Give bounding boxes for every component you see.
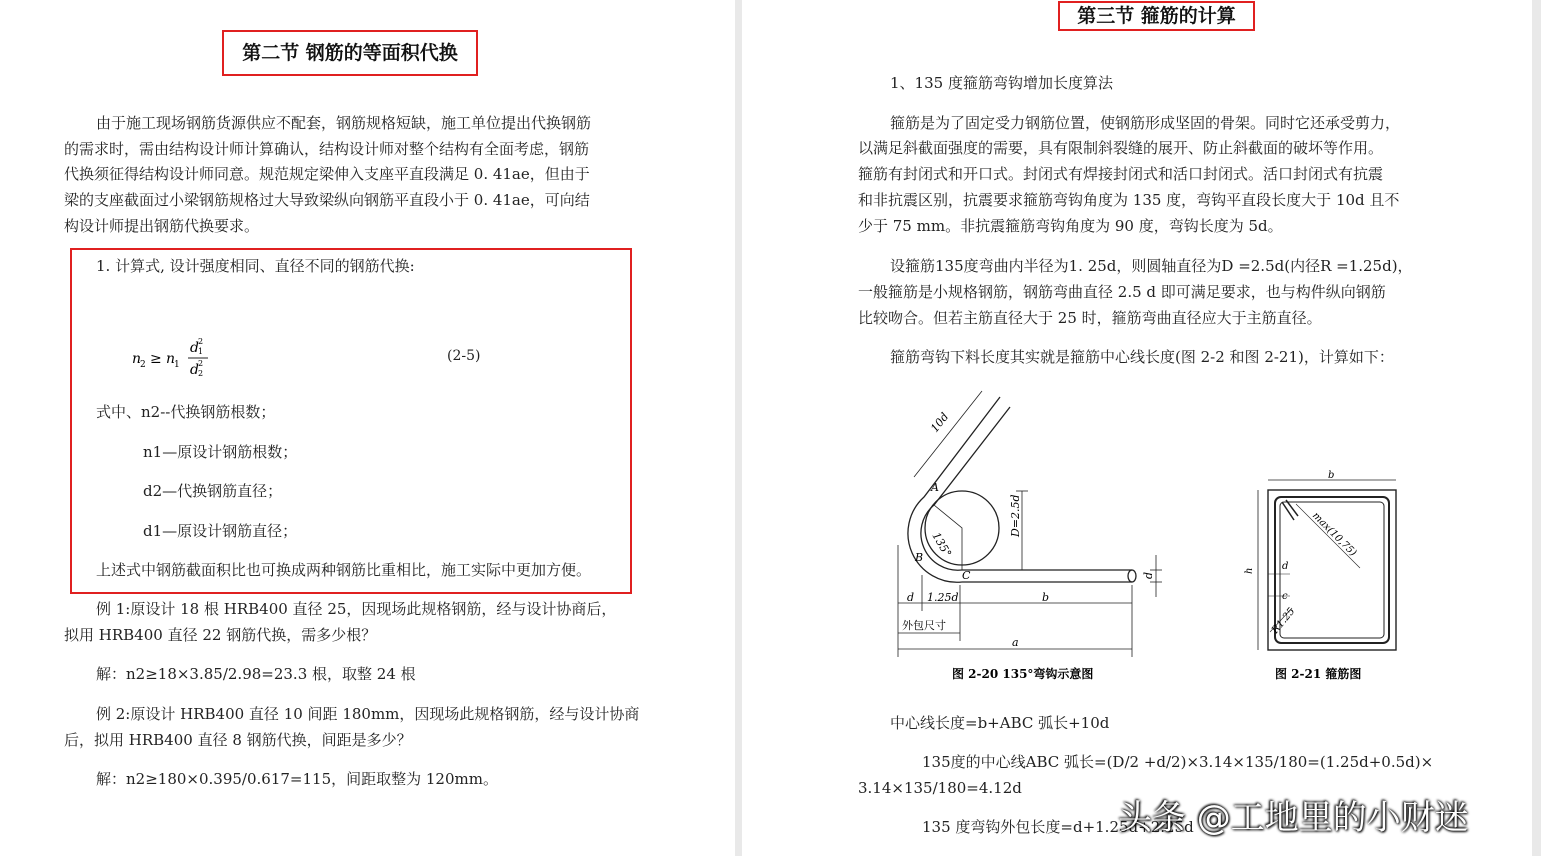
- label-b-point: B: [915, 551, 924, 564]
- svg-text:n: n: [166, 351, 176, 367]
- svg-text:d: d: [190, 362, 199, 378]
- formula2-line: 3.14×135/180=4.12d: [858, 779, 1022, 797]
- formula-equation: [128, 330, 218, 386]
- para2-line: 设箍筋135度弯曲内半径为1. 25d，则圆轴直径为D =2.5d(内径R =1.25d)，: [890, 257, 1413, 275]
- label-a-point: A: [931, 481, 939, 494]
- label-c-cover: c: [1282, 591, 1288, 602]
- example1-line: 拟用 HRB400 直径 22 钢筋代换，需多少根？: [64, 626, 377, 644]
- svg-text:d: d: [190, 340, 199, 356]
- svg-text:2: 2: [198, 369, 204, 378]
- label-h-height: h: [1244, 567, 1255, 574]
- label-d-bottom: d: [907, 591, 915, 604]
- solution1: 解：n2≥18×3.85/2.98=23.3 根，取整 24 根: [96, 665, 416, 683]
- formula2-line: 135度的中心线ABC 弧长=(D/2 +d/2)×3.14×135/180=(1.25d+0.5d)×: [922, 753, 1434, 771]
- formula3: 135 度弯钩外包长度=d+1.25d+2.25d: [922, 818, 1194, 836]
- fig2-caption: 图 2-21 箍筋图: [1275, 667, 1362, 681]
- para2-line: 比较吻合。但若主筋直径大于 25 时，箍筋弯曲直径应大于主筋直径。: [858, 309, 1322, 327]
- svg-text:2: 2: [140, 360, 146, 370]
- label-a-length: a: [1012, 636, 1019, 649]
- label-radius: 1.25d: [927, 591, 959, 604]
- label-outer-size: 外包尺寸: [902, 619, 946, 632]
- label-radius-r: R1.25: [1269, 606, 1298, 636]
- label-d-thick: d: [1282, 561, 1289, 572]
- svg-text:1: 1: [198, 347, 204, 356]
- para1-line: 箍筋是为了固定受力钢筋位置，使钢筋形成坚固的骨架。同时它还承受剪力，: [890, 114, 1401, 132]
- para1-line: 箍筋有封闭式和开口式。封闭式有焊接封闭式和活口封闭式。活口封闭式有抗震: [858, 165, 1384, 183]
- solution2: 解：n2≥180×0.395/0.617=115，间距取整为 120mm。: [96, 770, 498, 788]
- right-page: [742, 0, 1532, 856]
- legend-line: 式中、n2--代换钢筋根数；: [96, 403, 276, 421]
- label-b-length: b: [1042, 591, 1050, 604]
- box-note: 上述式中钢筋截面积比也可换成两种钢筋比重相比，施工实际中更加方便。: [96, 561, 592, 579]
- label-10d: 10d: [928, 410, 952, 435]
- para1-line: 以满足斜截面强度的需要，具有限制斜裂缝的展开、防止斜截面的破坏等作用。: [858, 139, 1384, 157]
- right-heading: 第三节 箍筋的计算: [1058, 1, 1255, 31]
- label-max: max(10,75): [1309, 510, 1359, 559]
- para3: 箍筋弯钩下料长度其实就是箍筋中心线长度(图 2-2 和图 2-21)，计算如下：: [890, 348, 1394, 366]
- para1-line: 和非抗震区别，抗震要求箍筋弯钩角度为 135 度，弯钩平直段长度大于 10d 且不: [858, 191, 1400, 209]
- intro-line: 构设计师提出钢筋代换要求。: [64, 217, 260, 235]
- svg-text:2: 2: [198, 359, 204, 368]
- left-heading: 第二节 钢筋的等面积代换: [222, 30, 478, 76]
- legend-line: n1—原设计钢筋根数；: [143, 443, 298, 461]
- watermark: 头条 @工地里的小财迷: [1118, 798, 1469, 838]
- svg-text:≥: ≥: [150, 351, 162, 367]
- legend-line: d1—原设计钢筋直径；: [143, 522, 298, 540]
- stirrup-diagram: [1242, 462, 1412, 688]
- hook-diagram: [882, 385, 1182, 685]
- intro-line: 代换须征得结构设计师同意。规范规定梁伸入支座平直段满足 0. 41ae，但由于: [64, 165, 590, 183]
- left-page: [0, 0, 735, 856]
- label-d-dia: D=2.5d: [1009, 494, 1022, 537]
- para2-line: 一般箍筋是小规格钢筋，钢筋弯曲直径 2.5 d 即可满足要求，也与构件纵向钢筋: [858, 283, 1386, 301]
- para1-line: 少于 75 mm。非抗震箍筋弯钩角度为 90 度，弯钩长度为 5d。: [858, 217, 1283, 235]
- example2-line: 后，拟用 HRB400 直径 8 钢筋代换，间距是多少？: [64, 731, 412, 749]
- subheading: 1、135 度箍筋弯钩增加长度算法: [890, 74, 1113, 92]
- example2-line: 例 2:原设计 HRB400 直径 10 间距 180mm，因现场此规格钢筋，经与设计协商: [96, 705, 640, 723]
- formula-title: 1. 计算式, 设计强度相同、直径不同的钢筋代换:: [96, 257, 415, 275]
- example1-line: 例 1:原设计 18 根 HRB400 直径 25，因现场此规格钢筋，经与设计协商后，: [96, 600, 617, 618]
- intro-line: 的需求时，需由结构设计师计算确认，结构设计师对整个结构有全面考虑，钢筋: [64, 140, 590, 158]
- label-b-width: b: [1328, 470, 1335, 481]
- intro-line: 由于施工现场钢筋货源供应不配套，钢筋规格短缺，施工单位提出代换钢筋: [96, 114, 592, 132]
- svg-text:n: n: [132, 351, 142, 367]
- svg-text:2: 2: [198, 337, 204, 346]
- formula-number: (2-5): [447, 348, 481, 364]
- label-d-right: d: [1142, 571, 1155, 579]
- label-angle: 135°: [929, 530, 954, 560]
- intro-line: 梁的支座截面过小梁钢筋规格过大导致梁纵向钢筋平直段小于 0. 41ae，可向结: [64, 191, 590, 209]
- fig1-caption: 图 2-20 135°弯钩示意图: [952, 667, 1094, 681]
- label-c-point: C: [962, 569, 971, 582]
- legend-line: d2—代换钢筋直径；: [143, 482, 283, 500]
- formula1: 中心线长度=b+ABC 弧长+10d: [890, 714, 1110, 732]
- svg-text:1: 1: [174, 360, 180, 370]
